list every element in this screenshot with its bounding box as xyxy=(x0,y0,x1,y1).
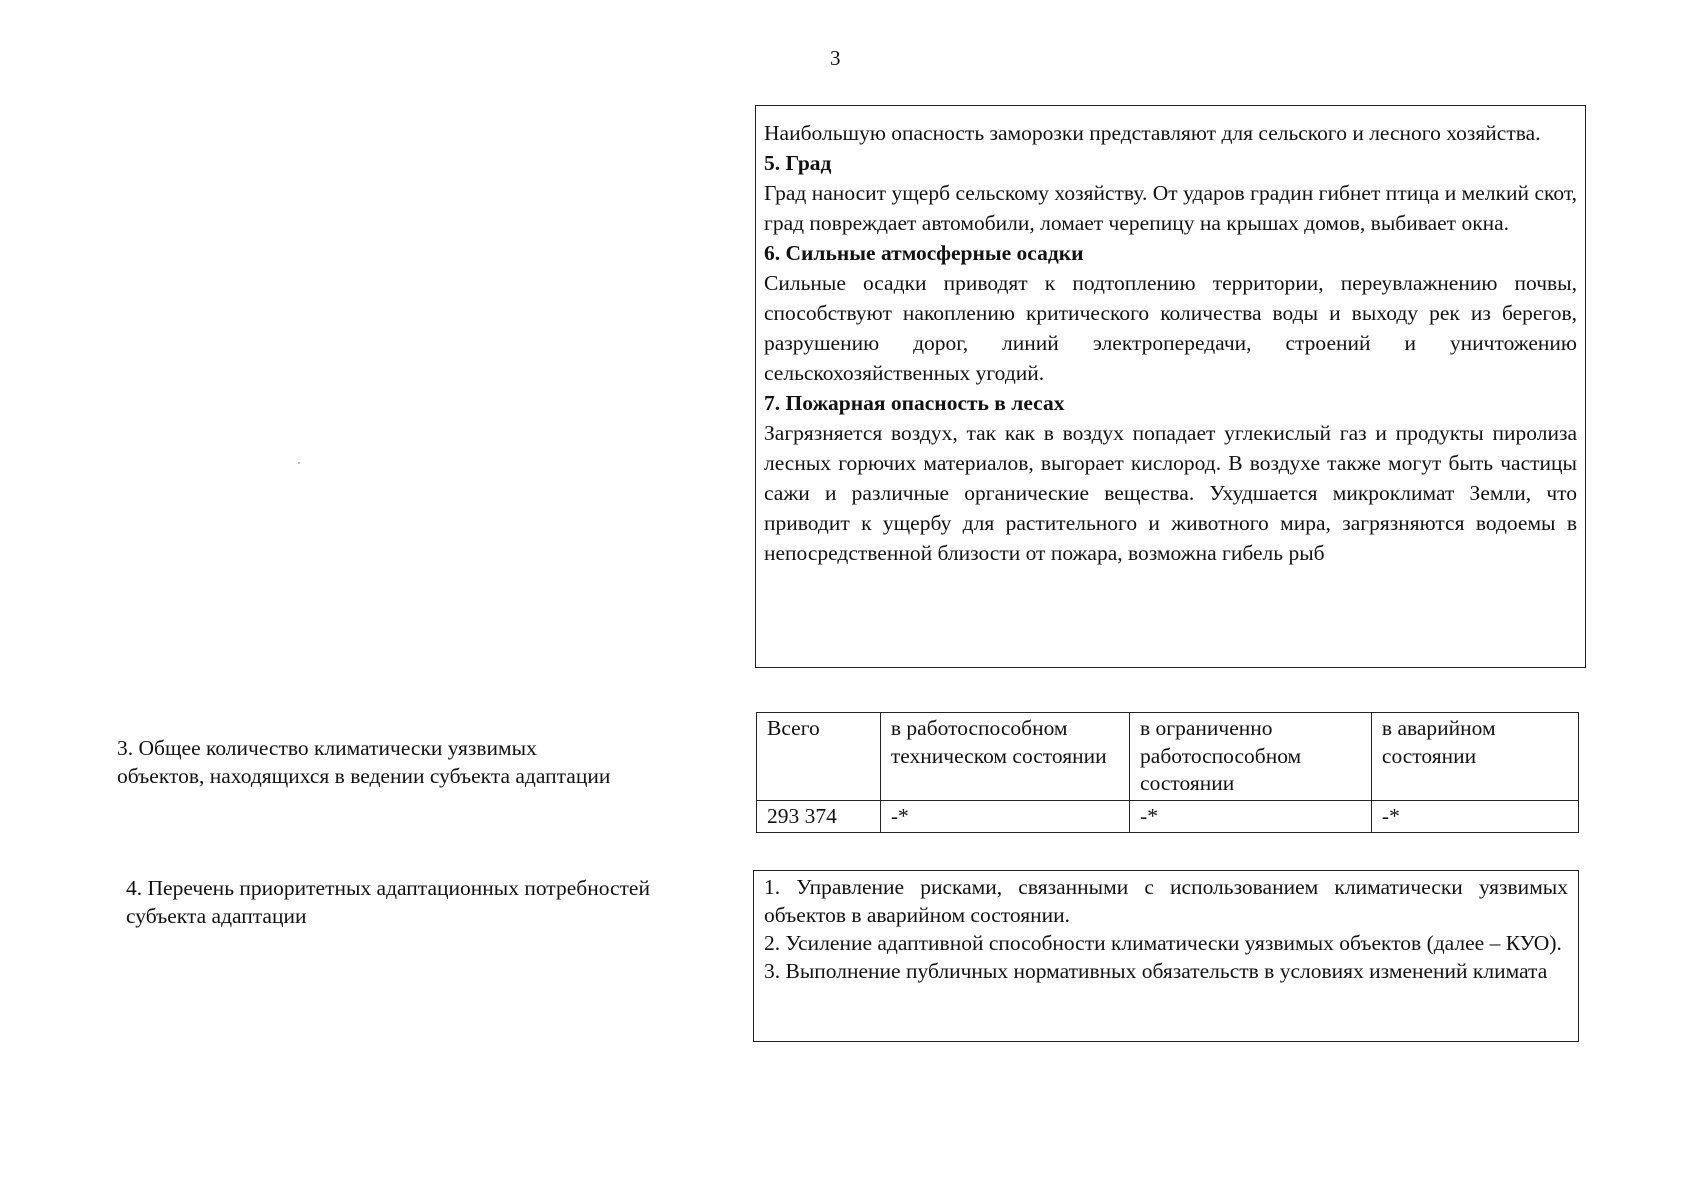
scan-speck xyxy=(298,462,300,464)
table-cell-limited: -* xyxy=(1130,800,1372,833)
table-header-operational: в работоспособном техническом состоянии xyxy=(880,713,1129,801)
table-cell-total: 293 374 xyxy=(757,800,881,833)
vulnerable-objects-table xyxy=(756,712,1579,833)
list-item: 2. Усиление адаптивной способности климатически уязвимых объектов (далее – КУО). xyxy=(764,931,1562,955)
hazards-intro: Наибольшую опасность заморозки представляют для сельского и лесного хозяйства. xyxy=(764,121,1541,145)
hazard-text-hail: Град наносит ущерб сельскому хозяйству. От ударов градин гибнет птица и мелкий скот, град повреждает автомобили, ломает черепицу на крышах домов, выбивает окна. xyxy=(764,181,1577,235)
table-row xyxy=(757,800,1579,833)
hazard-heading-fire: 7. Пожарная опасность в лесах xyxy=(764,391,1065,415)
hazard-text-fire: Загрязняется воздух, так как в воздух попадает углекислый газ и продукты пиролиза лесных горючих материалов, выгорает кислород. В воздухе также могут быть частицы сажи и различные органические вещества. Ухудшается микроклимат Земли, что приводит к ущербу для растительного и животного мира, загрязняются водоемы в непосредственной близости от пожара, возможна гибель рыб xyxy=(764,421,1577,565)
adaptation-needs-box xyxy=(753,870,1579,1042)
table-cell-operational: -* xyxy=(880,800,1129,833)
hazards-description-box xyxy=(755,105,1586,668)
list-item: 3. Выполнение публичных нормативных обязательств в условиях изменений климата xyxy=(764,959,1548,983)
hazard-heading-precipitation: 6. Сильные атмосферные осадки xyxy=(764,241,1084,265)
table-header-limited: в ограниченно работоспособном состоянии xyxy=(1130,713,1372,801)
list-item: 1. Управление рисками, связанными с использованием климатически уязвимых объектов в аварийном состоянии. xyxy=(764,875,1568,927)
section-4-label: 4. Перечень приоритетных адаптационных потребностей субъекта адаптации xyxy=(126,876,650,928)
table-header-row xyxy=(757,713,1579,801)
table-cell-emergency: -* xyxy=(1371,800,1578,833)
table-header-total: Всего xyxy=(757,713,881,801)
hazard-text-precipitation: Сильные осадки приводят к подтоплению территории, переувлажнению почвы, способствуют накоплению критического количества воды и выходу рек из берегов, разрушению дорог, линий электропередачи, строений и уничтожению сельскохозяйственных угодий. xyxy=(764,271,1577,385)
section-3-label: 3. Общее количество климатически уязвимых объектов, находящихся в ведении субъекта адаптации xyxy=(117,736,611,788)
table-header-emergency: в аварийном состоянии xyxy=(1371,713,1578,801)
hazard-heading-hail: 5. Град xyxy=(764,151,832,175)
page-number: 3 xyxy=(830,46,841,70)
